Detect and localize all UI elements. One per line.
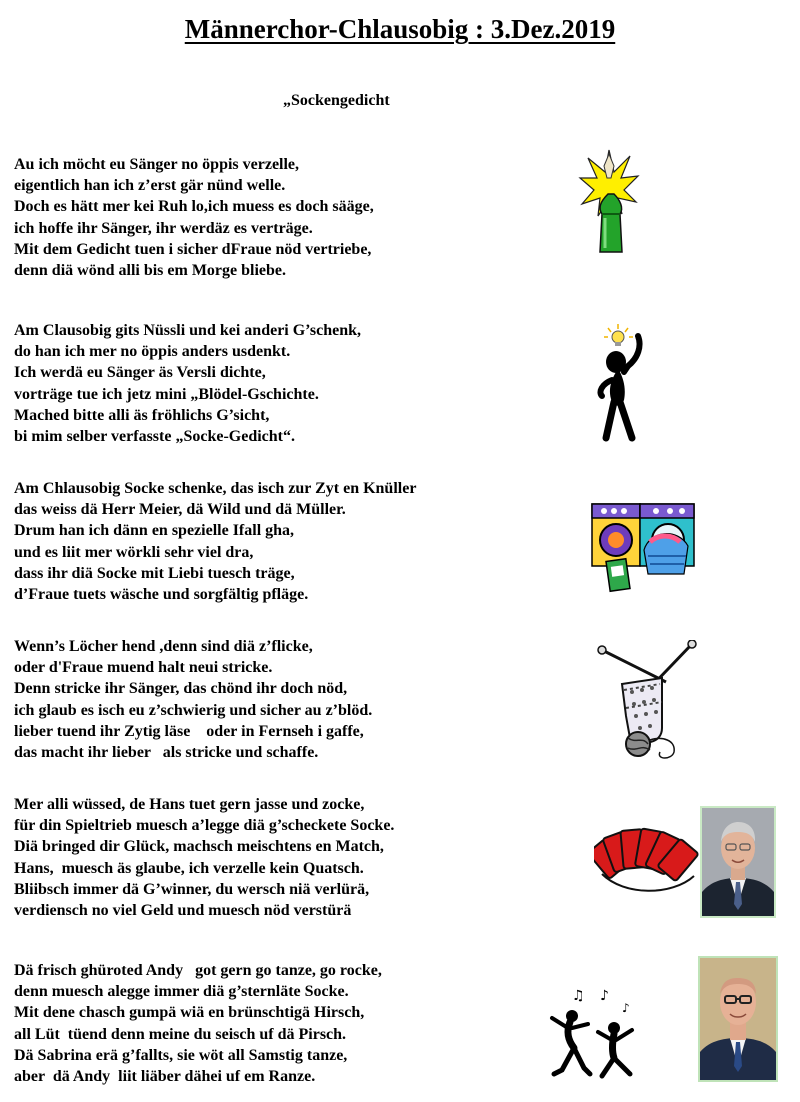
stanza-line: ich hoffe ihr Sänger, ihr werdäz es verträge. bbox=[14, 219, 313, 237]
stanza-line: d’Fraue tuets wäsche und sorgfältig pfläge. bbox=[14, 586, 309, 604]
stanza-6 bbox=[14, 960, 382, 1087]
stanza-line: Diä bringed dir Glück, machsch meischtens en Match, bbox=[14, 838, 384, 856]
stanza-line: Doch es hätt mer kei Ruh lo,ich muess es doch sääge, bbox=[14, 198, 374, 216]
stanza-1 bbox=[14, 154, 374, 281]
stanza-line: ich glaub es isch eu z’schwierig und sicher au z’blöd. bbox=[14, 701, 373, 719]
stanza-line: und es liit mer wörkli sehr viel dra, bbox=[14, 543, 254, 561]
page-title: Männerchor-Chlausobig : 3.Dez.2019 bbox=[184, 14, 616, 44]
svg-text:♪: ♪ bbox=[600, 988, 609, 1004]
washing-machine-icon bbox=[588, 490, 698, 598]
stanza-line: dass ihr diä Socke mit Liebi tuesch träge, bbox=[14, 564, 295, 582]
stanza-line: Mached bitte alli äs fröhlichs G’sicht, bbox=[14, 406, 270, 424]
stanza-line: do han ich mer no öppis anders usdenkt. bbox=[14, 343, 291, 361]
stanza-line: denn diä wönd alli bis em Morge bliebe. bbox=[14, 262, 287, 280]
champagne-bottle-icon bbox=[578, 148, 640, 254]
stanza-line: Mit dem Gedicht tuen i sicher dFraue nöd vertriebe, bbox=[14, 240, 372, 258]
stanza-line: Dä Sabrina erä g’fallts, sie wöt all Samstig tanze, bbox=[14, 1046, 348, 1064]
stanza-3 bbox=[14, 478, 416, 605]
stanza-line: Bliibsch immer dä G’winner, du wersch niä verlürä, bbox=[14, 880, 370, 898]
stanza-line: Wenn’s Löcher hend ,denn sind diä z’flicke, bbox=[14, 638, 313, 655]
stanza-line: Denn stricke ihr Sänger, das chönd ihr doch nöd, bbox=[14, 680, 348, 698]
stanza-line: Dä frisch ghüroted Andy got gern go tanze, go rocke, bbox=[14, 962, 382, 979]
stanza-4 bbox=[14, 636, 372, 763]
stanza-line: Drum han ich dänn en spezielle Ifall gha, bbox=[14, 522, 295, 540]
playing-cards-icon bbox=[594, 824, 700, 894]
dancing-figures-icon bbox=[544, 982, 644, 1082]
stanza-line: oder d'Fraue muend halt neui stricke. bbox=[14, 659, 273, 677]
stanza-line: das weiss dä Herr Meier, dä Wild und dä Müller. bbox=[14, 501, 346, 519]
stanza-line: eigentlich han ich z’erst gär nünd welle. bbox=[14, 177, 286, 195]
stanza-line: Au ich möcht eu Sänger no öppis verzelle, bbox=[14, 156, 300, 173]
stanza-line: das macht ihr lieber als stricke und schaffe. bbox=[14, 744, 319, 762]
stanza-line: Am Chlausobig Socke schenke, das isch zur Zyt en Knüller bbox=[14, 480, 417, 497]
poem-subtitle: „Sockengedicht bbox=[283, 92, 390, 109]
stanza-line: Am Clausobig gits Nüssli und kei anderi G’schenk, bbox=[14, 322, 362, 339]
stanza-line: verdiensch no viel Geld und muesch nöd verstürä bbox=[14, 902, 352, 920]
svg-text:♫: ♫ bbox=[572, 988, 585, 1004]
idea-figure-icon bbox=[592, 322, 658, 444]
svg-text:♪: ♪ bbox=[622, 1001, 630, 1015]
stanza-line: Hans, muesch äs glaube, ich verzelle kein Quatsch. bbox=[14, 859, 364, 877]
portrait-photo-andy bbox=[698, 956, 778, 1082]
stanza-2 bbox=[14, 320, 361, 447]
stanza-line: für din Spieltrieb muesch a’legge diä g’scheckete Socke. bbox=[14, 817, 395, 835]
knitting-icon bbox=[596, 640, 698, 764]
stanza-line: bi mim selber verfasste „Socke-Gedicht“. bbox=[14, 428, 295, 446]
portrait-photo-hans bbox=[700, 806, 776, 918]
stanza-line: Mit dene chasch gumpä wiä en brünschtigä Hirsch, bbox=[14, 1004, 365, 1022]
stanza-line: denn muesch alegge immer diä g’sternläte Socke. bbox=[14, 983, 349, 1001]
stanza-line: all Lüt tüend denn meine du seisch uf dä Pirsch. bbox=[14, 1025, 347, 1043]
stanza-line: Mer alli wüssed, de Hans tuet gern jasse und zocke, bbox=[14, 796, 365, 813]
stanza-line: vorträge tue ich jetz mini „Blödel-Gschichte. bbox=[14, 385, 319, 403]
stanza-line: lieber tuend ihr Zytig läse oder in Fernseh i gaffe, bbox=[14, 722, 364, 740]
stanza-line: aber dä Andy liit liäber dähei uf em Ranze. bbox=[14, 1068, 316, 1086]
stanza-line: Ich werdä eu Sänger äs Versli dichte, bbox=[14, 364, 266, 382]
stanza-5 bbox=[14, 794, 394, 921]
